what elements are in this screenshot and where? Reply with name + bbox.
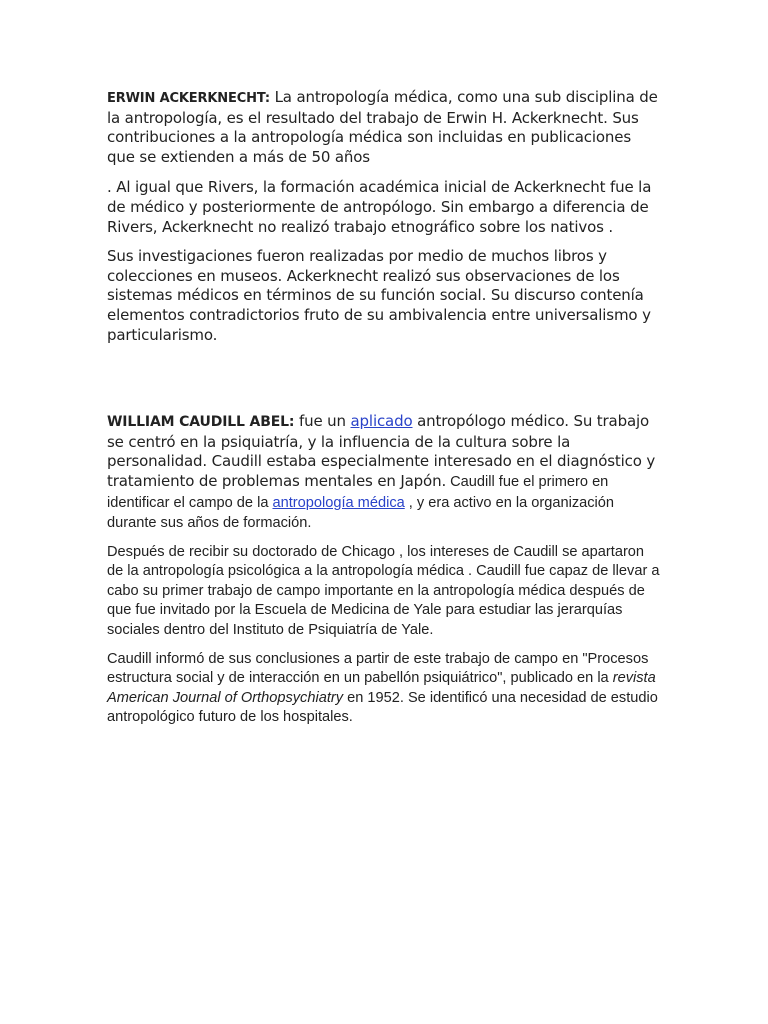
caudill-intro-text-c: Caudill fue el primero en identificar el campo de la (107, 473, 609, 511)
ackerknecht-rivers-paragraph: . Al igual que Rivers, la formación académica inicial de Ackerknecht fue la de médico y posteriormente de antropólogo. Sin embargo a diferencia de Rivers, Ackerknecht no realizó trabajo etnográfico sobre los nativos . (107, 178, 652, 236)
aplicado-link[interactable]: aplicado (350, 412, 413, 431)
caudill-intro-text-d: , y era activo en la organización durante sus años de formación. (107, 494, 615, 532)
caudill-conclusions-text-a: Caudill informó de sus conclusiones a partir de este trabajo de campo en "Procesos estructura social y de interacción en un pabellón psiquiátrico", publicado en la (107, 650, 649, 687)
document-body (107, 88, 667, 728)
caudill-heading: WILLIAM CAUDILL ABEL: (107, 414, 295, 431)
caudill-intro-paragraph (107, 412, 657, 534)
ackerknecht-intro-text: La antropología médica, como una sub disciplina de la antropología, es el resultado del trabajo de Erwin H. Ackerknecht. Sus contribuciones a la antropología médica son incluidas en publicaciones que se extienden a más de 50 años (107, 88, 658, 166)
caudill-conclusions-text-b: en 1952. Se identificó una necesidad de estudio antropológico futuro de los hospitales. (107, 689, 658, 726)
caudill-conclusions-paragraph (107, 650, 663, 728)
caudill-intro-text-b: antropólogo médico. Su trabajo se centró en la psiquiatría, y la influencia de la cultura sobre la personalidad. Caudill estaba especialmente interesado en el diagnóstico y tratamiento de problemas mentales en Japón. (107, 412, 656, 490)
antropologia-medica-link[interactable]: antropología médica (272, 494, 405, 511)
ackerknecht-research-paragraph: Sus investigaciones fueron realizadas por medio de muchos libros y colecciones en museos. Ackerknecht realizó sus observaciones de los sistemas médicos en términos de su función social. Su discurso contenía elementos contradictorios fruto de su ambivalencia entre universalismo y particularismo. (107, 247, 651, 344)
caudill-doctorate-paragraph: Después de recibir su doctorado de Chicago , los intereses de Caudill se apartaron de la antropología psicológica a la antropología médica . Caudill fue capaz de llevar a cabo su primer trabajo de campo importante en la antropología médica después de que fue invitado por la Escuela de Medicina de Yale para estudiar las jerarquías sociales dentro del Instituto de Psiquiatría de Yale. (107, 543, 660, 639)
journal-name: revista American Journal of Orthopsychiatry (107, 670, 656, 706)
ackerknecht-heading: ERWIN ACKERKNECHT: (107, 91, 270, 106)
ackerknecht-intro-paragraph (107, 88, 659, 167)
caudill-intro-text-a: fue un (294, 412, 351, 431)
